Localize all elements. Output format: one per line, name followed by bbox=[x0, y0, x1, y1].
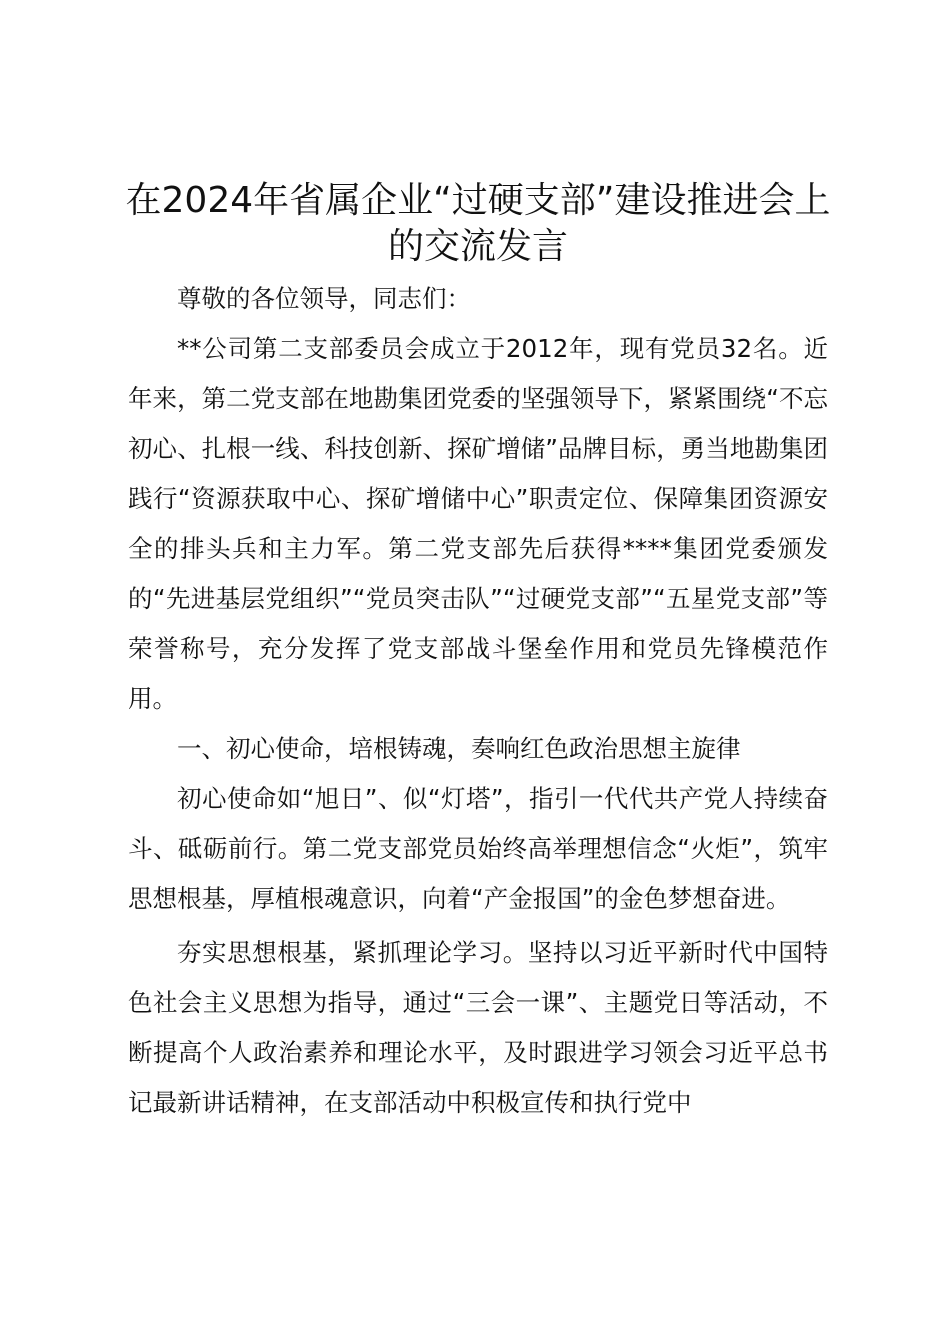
greeting: 尊敬的各位领导，同志们： bbox=[177, 284, 471, 313]
paragraph-theory: 夯实思想根基，紧抓理论学习。坚持以习近平新时代中国特色社会主义思想为指导，通过“三会一课”、主题党日等活动，不断提高个人政治素养和理论水平，及时跟进学习领会习近平总书记最新讲话精神，在支部活动中积极宣传和执行党中 bbox=[128, 938, 828, 1117]
document-title: 在2024年省属企业“过硬支部”建设推进会上的交流发言 bbox=[125, 180, 831, 267]
paragraph-intro: **公司第二支部委员会成立于2012年，现有党员32名。近年来，第二党支部在地勘集团党委的坚强领导下，紧紧围绕“不忘初心、扎根一线、科技创新、探矿增储”品牌目标，勇当地勘集团践行“资源获取中心、探矿增储中心”职责定位、保障集团资源安全的排头兵和主力军。第二党支部先后获得****集团党委颁发的“先进基层党组织”“党员突击队”“过硬党支部”“五星党支部”等荣誉称号，充分发挥了党支部战斗堡垒作用和党员先锋模范作用。 bbox=[128, 334, 828, 713]
document-page bbox=[125, 178, 831, 1128]
section-heading-1: 一、初心使命，培根铸魂，奏响红色政治思想主旋律 bbox=[177, 734, 741, 763]
paragraph-mission: 初心使命如“旭日”、似“灯塔”，指引一代代共产党人持续奋斗、砥砺前行。第二党支部党员始终高举理想信念“火炬”，筑牢思想根基，厚植根魂意识，向着“产金报国”的金色梦想奋进。 bbox=[128, 784, 828, 913]
